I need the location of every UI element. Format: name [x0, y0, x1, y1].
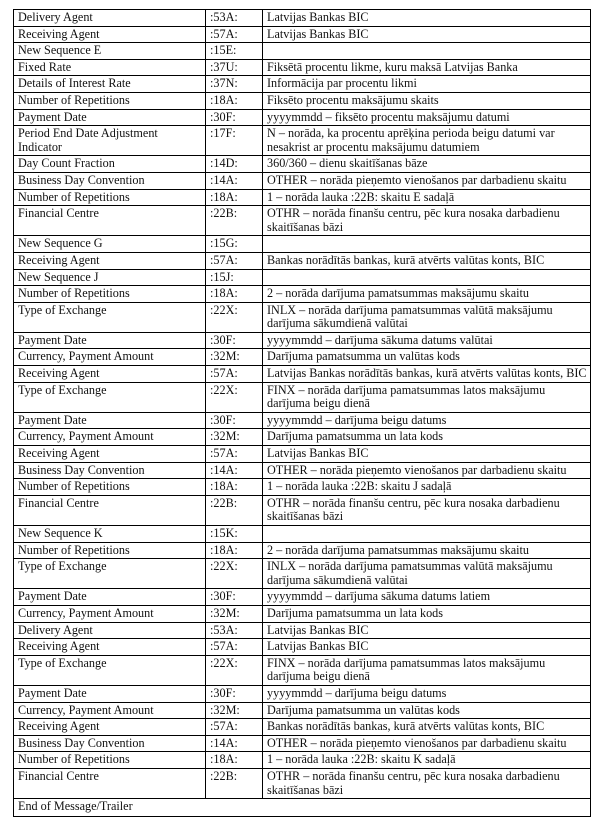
field-name: Payment Date — [14, 109, 206, 126]
field-description: Bankas norādītās bankas, kurā atvērts valūtas konts, BIC — [263, 252, 591, 269]
field-name: Type of Exchange — [14, 302, 206, 332]
field-name: Receiving Agent — [14, 719, 206, 736]
table-row — [14, 768, 591, 798]
field-tag: :22B: — [206, 206, 263, 236]
field-name: Business Day Convention — [14, 172, 206, 189]
field-tag: :22X: — [206, 382, 263, 412]
field-description: 360/360 – dienu skaitīšanas bāze — [263, 156, 591, 173]
table-row — [14, 269, 591, 286]
field-description: Fiksētā procentu likme, kuru maksā Latvijas Banka — [263, 59, 591, 76]
field-description: 2 – norāda darījuma pamatsummas maksājumu skaitu — [263, 542, 591, 559]
table-row — [14, 302, 591, 332]
table-row — [14, 126, 591, 156]
field-tag: :18A: — [206, 542, 263, 559]
field-tag: :18A: — [206, 286, 263, 303]
field-tag: :15J: — [206, 269, 263, 286]
table-row — [14, 446, 591, 463]
field-description: OTHR – norāda finanšu centru, pēc kura nosaka darbadienu skaitīšanas bāzi — [263, 206, 591, 236]
field-description: Darījuma pamatsumma un lata kods — [263, 605, 591, 622]
field-description — [263, 236, 591, 253]
field-name: Payment Date — [14, 685, 206, 702]
field-description: N – norāda, ka procentu aprēķina perioda beigu datumi var nesakrist ar procentu maksājumu datumiem — [263, 126, 591, 156]
table-row — [14, 76, 591, 93]
field-description: OTHER – norāda pieņemto vienošanos par darbadienu skaitu — [263, 172, 591, 189]
field-name: Payment Date — [14, 332, 206, 349]
table-row — [14, 286, 591, 303]
field-name: Delivery Agent — [14, 622, 206, 639]
field-tag: :15G: — [206, 236, 263, 253]
field-name: Payment Date — [14, 412, 206, 429]
field-name: Day Count Fraction — [14, 156, 206, 173]
field-tag: :30F: — [206, 685, 263, 702]
table-row — [14, 109, 591, 126]
field-tag: :57A: — [206, 26, 263, 43]
field-description — [263, 526, 591, 543]
table-row — [14, 236, 591, 253]
field-name: Financial Centre — [14, 206, 206, 236]
field-description: Latvijas Bankas BIC — [263, 446, 591, 463]
field-tag: :14D: — [206, 156, 263, 173]
field-description: OTHER – norāda pieņemto vienošanos par darbadienu skaitu — [263, 735, 591, 752]
field-name: Business Day Convention — [14, 735, 206, 752]
table-row — [14, 349, 591, 366]
field-description — [263, 269, 591, 286]
field-name: New Sequence E — [14, 43, 206, 60]
field-tag: :14A: — [206, 735, 263, 752]
table-row — [14, 735, 591, 752]
table-row — [14, 43, 591, 60]
field-name: Financial Centre — [14, 495, 206, 525]
field-tag: :15E: — [206, 43, 263, 60]
field-tag: :53A: — [206, 10, 263, 27]
field-name: Currency, Payment Amount — [14, 349, 206, 366]
table-row — [14, 526, 591, 543]
field-description: Latvijas Bankas BIC — [263, 10, 591, 27]
field-tag: :14A: — [206, 462, 263, 479]
field-description: Informācija par procentu likmi — [263, 76, 591, 93]
field-tag: :30F: — [206, 589, 263, 606]
table-row — [14, 156, 591, 173]
field-description: yyyymmdd – darījuma sākuma datums valūtai — [263, 332, 591, 349]
field-name: Receiving Agent — [14, 252, 206, 269]
field-description: yyyymmdd – darījuma beigu datums — [263, 412, 591, 429]
table-row — [14, 10, 591, 27]
field-tag: :14A: — [206, 172, 263, 189]
field-description: 1 – norāda lauka :22B: skaitu J sadaļā — [263, 479, 591, 496]
field-name: Currency, Payment Amount — [14, 605, 206, 622]
field-tag: :22X: — [206, 655, 263, 685]
field-tag: :22B: — [206, 768, 263, 798]
table-row — [14, 206, 591, 236]
table-row — [14, 655, 591, 685]
table-row — [14, 479, 591, 496]
field-tag: :18A: — [206, 479, 263, 496]
field-tag: :32M: — [206, 349, 263, 366]
trailer-label: End of Message/Trailer — [14, 799, 591, 817]
field-name: Type of Exchange — [14, 559, 206, 589]
field-tag: :17F: — [206, 126, 263, 156]
field-description: OTHER – norāda pieņemto vienošanos par darbadienu skaitu — [263, 462, 591, 479]
field-tag: :37N: — [206, 76, 263, 93]
field-description: yyyymmdd – fiksēto procentu maksājumu datumi — [263, 109, 591, 126]
table-row — [14, 189, 591, 206]
table-row — [14, 382, 591, 412]
table-row — [14, 702, 591, 719]
field-description — [263, 43, 591, 60]
field-name: Type of Exchange — [14, 382, 206, 412]
field-tag: :57A: — [206, 719, 263, 736]
table-row — [14, 412, 591, 429]
table-row — [14, 685, 591, 702]
field-description: Bankas norādītās bankas, kurā atvērts valūtas konts, BIC — [263, 719, 591, 736]
field-name: Receiving Agent — [14, 26, 206, 43]
field-description: 2 – norāda darījuma pamatsummas maksājumu skaitu — [263, 286, 591, 303]
field-tag: :22X: — [206, 559, 263, 589]
table-row — [14, 639, 591, 656]
field-description: Latvijas Bankas norādītās bankas, kurā atvērts valūtas konts, BIC — [263, 366, 591, 383]
field-name: New Sequence K — [14, 526, 206, 543]
field-tag: :53A: — [206, 622, 263, 639]
field-name: Receiving Agent — [14, 446, 206, 463]
trailer-row — [14, 799, 591, 817]
field-tag: :30F: — [206, 332, 263, 349]
field-tag: :30F: — [206, 109, 263, 126]
table-row — [14, 26, 591, 43]
table-row — [14, 462, 591, 479]
field-name: Payment Date — [14, 589, 206, 606]
field-name: Number of Repetitions — [14, 189, 206, 206]
table-row — [14, 589, 591, 606]
field-description: INLX – norāda darījuma pamatsummas valūtā maksājumu darījuma sākumdienā valūtai — [263, 302, 591, 332]
field-name: Fixed Rate — [14, 59, 206, 76]
field-description: yyyymmdd – darījuma sākuma datums latiem — [263, 589, 591, 606]
field-tag: :18A: — [206, 189, 263, 206]
field-tag: :18A: — [206, 752, 263, 769]
field-name: Period End Date Adjustment Indicator — [14, 126, 206, 156]
field-description: Darījuma pamatsumma un lata kods — [263, 429, 591, 446]
field-description: OTHR – norāda finanšu centru, pēc kura nosaka darbadienu skaitīšanas bāzi — [263, 768, 591, 798]
table-row — [14, 542, 591, 559]
field-tag: :32M: — [206, 429, 263, 446]
message-field-table — [13, 9, 591, 817]
field-name: Receiving Agent — [14, 639, 206, 656]
table-row — [14, 429, 591, 446]
field-name: Number of Repetitions — [14, 92, 206, 109]
field-name: Details of Interest Rate — [14, 76, 206, 93]
field-tag: :32M: — [206, 605, 263, 622]
table-row — [14, 605, 591, 622]
field-tag: :57A: — [206, 639, 263, 656]
field-name: New Sequence G — [14, 236, 206, 253]
field-tag: :57A: — [206, 366, 263, 383]
field-tag: :18A: — [206, 92, 263, 109]
field-description: INLX – norāda darījuma pamatsummas valūtā maksājumu darījuma sākumdienā valūtai — [263, 559, 591, 589]
field-name: Currency, Payment Amount — [14, 429, 206, 446]
table-row — [14, 92, 591, 109]
field-description: Fiksēto procentu maksājumu skaits — [263, 92, 591, 109]
field-name: Number of Repetitions — [14, 542, 206, 559]
field-description: yyyymmdd – darījuma beigu datums — [263, 685, 591, 702]
field-tag: :37U: — [206, 59, 263, 76]
field-description: Latvijas Bankas BIC — [263, 639, 591, 656]
table-row — [14, 495, 591, 525]
field-name: Financial Centre — [14, 768, 206, 798]
table-row — [14, 59, 591, 76]
field-description: Latvijas Bankas BIC — [263, 26, 591, 43]
field-description: OTHR – norāda finanšu centru, pēc kura nosaka darbadienu skaitīšanas bāzi — [263, 495, 591, 525]
field-tag: :57A: — [206, 446, 263, 463]
field-tag: :22B: — [206, 495, 263, 525]
field-rows — [14, 10, 591, 817]
field-name: Number of Repetitions — [14, 479, 206, 496]
field-name: Number of Repetitions — [14, 752, 206, 769]
field-tag: :32M: — [206, 702, 263, 719]
table-row — [14, 172, 591, 189]
field-name: Business Day Convention — [14, 462, 206, 479]
table-row — [14, 719, 591, 736]
field-tag: :30F: — [206, 412, 263, 429]
field-name: Currency, Payment Amount — [14, 702, 206, 719]
field-name: Delivery Agent — [14, 10, 206, 27]
field-name: Number of Repetitions — [14, 286, 206, 303]
field-description: 1 – norāda lauka :22B: skaitu E sadaļā — [263, 189, 591, 206]
field-tag: :57A: — [206, 252, 263, 269]
field-name: New Sequence J — [14, 269, 206, 286]
field-tag: :22X: — [206, 302, 263, 332]
field-description: 1 – norāda lauka :22B: skaitu K sadaļā — [263, 752, 591, 769]
table-row — [14, 252, 591, 269]
field-name: Receiving Agent — [14, 366, 206, 383]
table-row — [14, 752, 591, 769]
field-description: FINX – norāda darījuma pamatsummas latos maksājumu darījuma beigu dienā — [263, 382, 591, 412]
field-name: Type of Exchange — [14, 655, 206, 685]
field-description: FINX – norāda darījuma pamatsummas latos maksājumu darījuma beigu dienā — [263, 655, 591, 685]
field-tag: :15K: — [206, 526, 263, 543]
table-row — [14, 366, 591, 383]
field-description: Latvijas Bankas BIC — [263, 622, 591, 639]
table-row — [14, 332, 591, 349]
field-description: Darījuma pamatsumma un valūtas kods — [263, 349, 591, 366]
field-description: Darījuma pamatsumma un valūtas kods — [263, 702, 591, 719]
table-row — [14, 622, 591, 639]
table-row — [14, 559, 591, 589]
